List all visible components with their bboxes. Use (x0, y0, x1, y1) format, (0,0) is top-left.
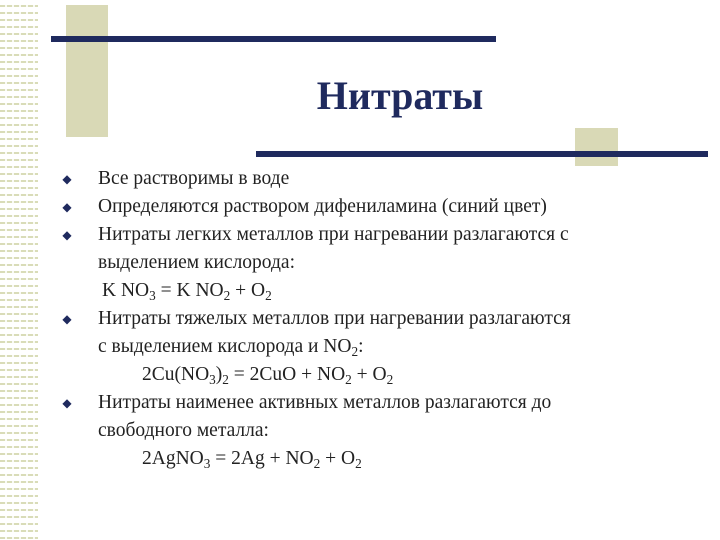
decor-block-top (66, 5, 108, 137)
list-item (44, 165, 704, 193)
bullet-list (44, 165, 704, 473)
list-item-text: Определяются раствором дифениламина (синий цвет) (98, 196, 547, 217)
diamond-bullet-icon: ◆ (62, 396, 72, 410)
page-title: Нитраты (316, 73, 484, 118)
diamond-bullet-icon: ◆ (62, 312, 72, 326)
list-item-text: свободного металла: (98, 420, 269, 441)
list-item (44, 221, 704, 305)
reaction-equation: $2Cu(NO_3)_2 = 2CuO + NO_2 + O_2$ (142, 364, 394, 387)
diamond-bullet-icon: ◆ (62, 228, 72, 242)
reaction-equation: 2AgNO$_3$ = $2Ag + NO_2 + O_2$ (142, 448, 362, 471)
list-item-text: Нитраты тяжелых металлов при нагревании разлагаются (98, 308, 571, 329)
reaction-equation: K $NO_3 = K$ $NO_2 + O_2$ (102, 280, 272, 303)
list-item (44, 193, 704, 221)
diamond-bullet-icon: ◆ (62, 200, 72, 214)
list-item (44, 305, 704, 389)
list-item (44, 389, 704, 473)
decor-block-right (575, 128, 618, 166)
list-item-text: Нитраты легких металлов при нагревании разлагаются с (98, 224, 569, 245)
title-top-rule (51, 36, 496, 42)
diamond-bullet-icon: ◆ (62, 172, 72, 186)
list-item-text: выделением кислорода: (98, 252, 295, 273)
list-item-text: с выделением кислорода и $NO_2$: (98, 336, 364, 359)
list-item-text: Нитраты наименее активных металлов разлагаются до (98, 392, 552, 413)
list-item-text: Все растворимы в воде (98, 168, 290, 189)
striped-decoration (0, 0, 38, 540)
title-bottom-rule (256, 151, 708, 157)
